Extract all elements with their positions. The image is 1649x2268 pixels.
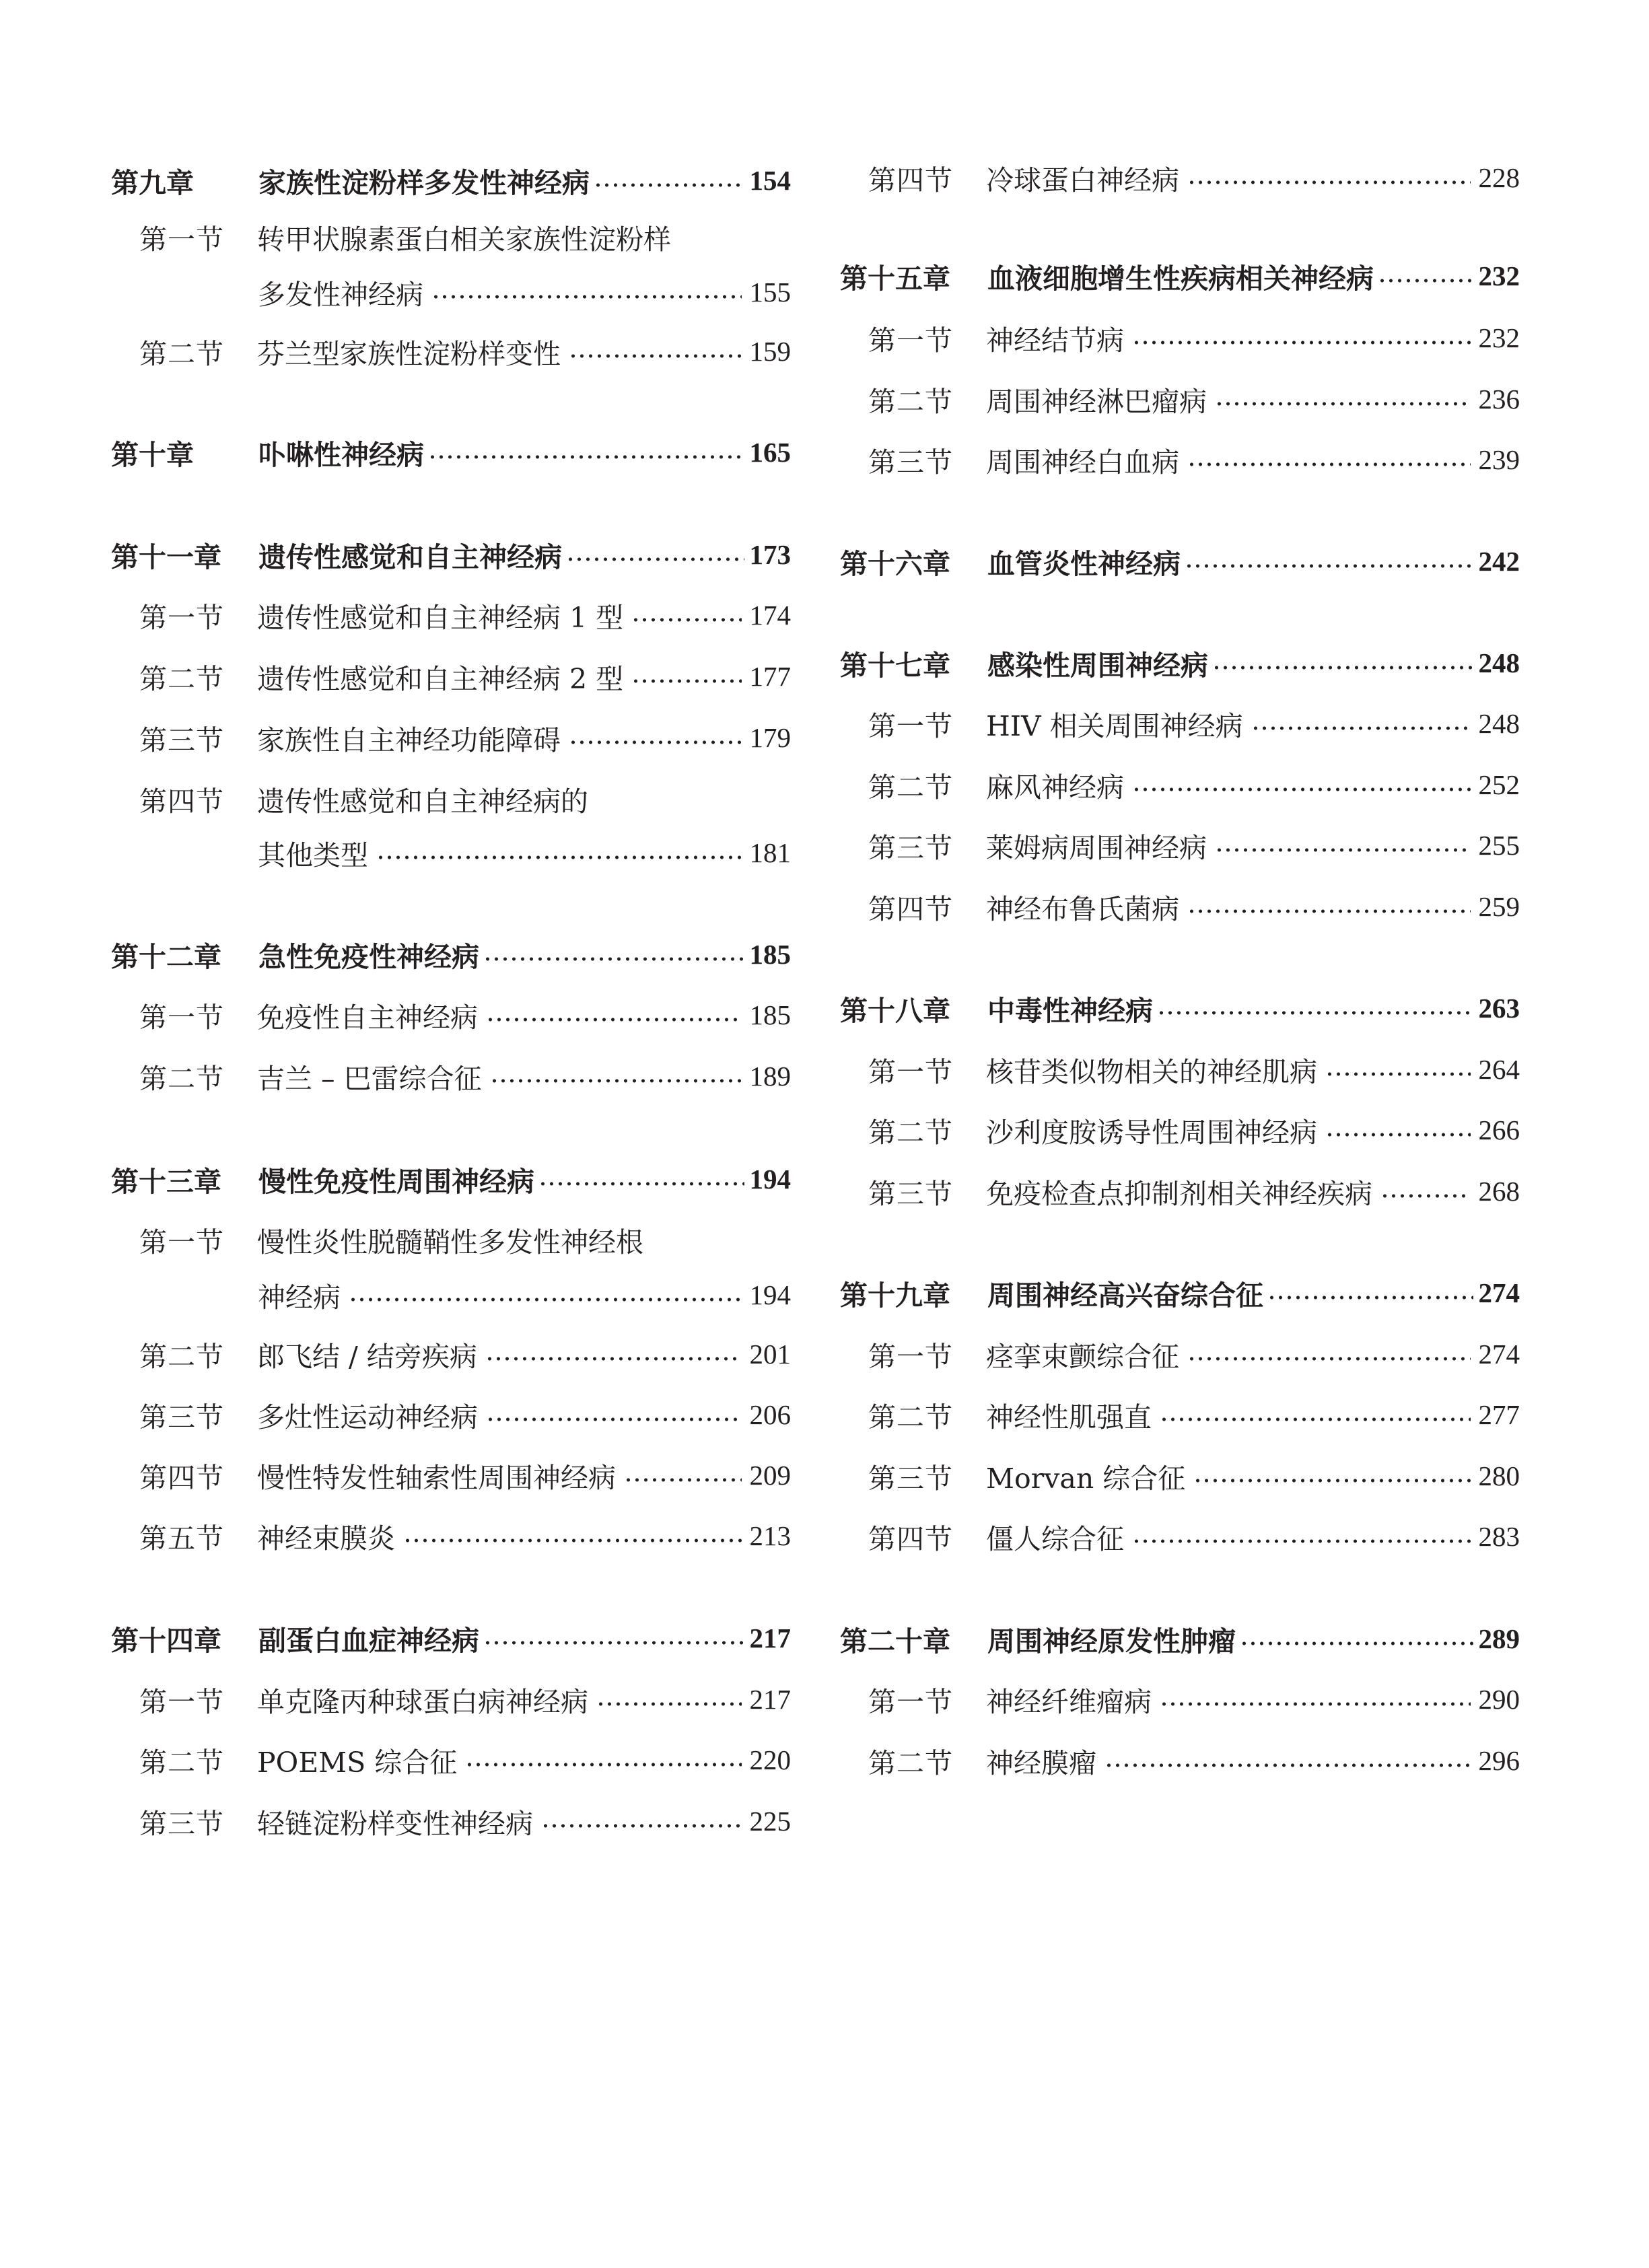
dot-leader bbox=[1104, 1763, 1471, 1767]
dot-leader bbox=[1187, 1357, 1471, 1361]
toc-chapter-entry[interactable] bbox=[111, 160, 791, 201]
entry-title: 感染性周围神经病 bbox=[987, 649, 1208, 682]
section-label: 第二节 bbox=[868, 1116, 953, 1149]
toc-section-entry[interactable] bbox=[111, 656, 791, 697]
page-number: 179 bbox=[749, 722, 791, 753]
dot-leader bbox=[1187, 909, 1471, 913]
dot-leader bbox=[1251, 726, 1471, 730]
toc-chapter-entry[interactable] bbox=[840, 256, 1520, 296]
page-number: 280 bbox=[1478, 1460, 1520, 1491]
page-number: 283 bbox=[1478, 1521, 1520, 1552]
entry-title: 家族性自主神经功能障碍 bbox=[257, 723, 561, 756]
page-number: 185 bbox=[749, 939, 791, 970]
chapter-label: 第十六章 bbox=[840, 547, 950, 580]
page-number: 177 bbox=[749, 661, 791, 692]
page-number: 290 bbox=[1478, 1684, 1520, 1715]
entry-title: 免疫检查点抑制剂相关神经疾病 bbox=[986, 1177, 1372, 1210]
dot-leader bbox=[483, 1641, 744, 1645]
entry-title: 遗传性感觉和自主神经病的 bbox=[257, 785, 588, 818]
dot-leader bbox=[1132, 787, 1471, 791]
section-label: 第一节 bbox=[139, 1001, 224, 1034]
entry-title: 冷球蛋白神经病 bbox=[986, 164, 1179, 197]
chapter-label: 第十五章 bbox=[840, 262, 950, 295]
toc-section-entry[interactable] bbox=[840, 886, 1520, 927]
entry-title: 周围神经淋巴瘤病 bbox=[986, 385, 1207, 418]
entry-title: 血管炎性神经病 bbox=[987, 547, 1181, 580]
section-label: 第一节 bbox=[139, 1226, 224, 1259]
dot-leader bbox=[1160, 1417, 1471, 1421]
page-number: 209 bbox=[749, 1460, 791, 1491]
page-number: 232 bbox=[1478, 260, 1520, 291]
toc-chapter-entry[interactable] bbox=[111, 432, 791, 472]
toc-section-entry[interactable] bbox=[840, 1456, 1520, 1496]
page-number: 277 bbox=[1478, 1399, 1520, 1430]
entry-title: 遗传性感觉和自主神经病 2 型 bbox=[257, 662, 624, 695]
toc-section-entry[interactable] bbox=[840, 1049, 1520, 1090]
dot-leader bbox=[541, 1824, 742, 1828]
dot-leader bbox=[624, 1478, 742, 1482]
entry-title: 莱姆病周围神经病 bbox=[986, 831, 1207, 864]
dot-leader bbox=[1215, 848, 1471, 852]
toc-section-entry[interactable] bbox=[840, 825, 1520, 865]
section-label: 第三节 bbox=[868, 446, 953, 479]
toc-section-entry[interactable] bbox=[111, 331, 791, 371]
chapter-label: 第十二章 bbox=[111, 940, 221, 973]
entry-title: 单克隆丙种球蛋白病神经病 bbox=[257, 1685, 588, 1718]
entry-title: 遗传性感觉和自主神经病 1 型 bbox=[257, 601, 624, 634]
toc-section-entry[interactable] bbox=[840, 157, 1520, 198]
chapter-label: 第九章 bbox=[111, 166, 194, 199]
dot-leader bbox=[1193, 1479, 1470, 1483]
dot-leader bbox=[483, 957, 744, 961]
dot-leader bbox=[1325, 1133, 1471, 1137]
chapter-label: 第十章 bbox=[111, 438, 194, 471]
toc-section-entry[interactable] bbox=[840, 765, 1520, 805]
page-number: 252 bbox=[1478, 769, 1520, 800]
toc-section-entry[interactable] bbox=[840, 318, 1520, 358]
toc-chapter-entry[interactable] bbox=[111, 534, 791, 575]
section-label: 第一节 bbox=[868, 709, 953, 742]
page-number: 225 bbox=[749, 1806, 791, 1837]
toc-chapter-entry[interactable] bbox=[840, 988, 1520, 1028]
entry-title: 转甲状腺素蛋白相关家族性淀粉样 bbox=[257, 223, 671, 256]
dot-leader bbox=[1378, 279, 1473, 283]
dot-leader bbox=[490, 1079, 742, 1083]
dot-leader bbox=[569, 354, 742, 358]
dot-leader bbox=[1132, 1539, 1471, 1543]
dot-leader bbox=[566, 557, 744, 561]
dot-leader bbox=[631, 679, 741, 683]
toc-section-entry[interactable] bbox=[111, 1219, 791, 1260]
dot-leader bbox=[1212, 666, 1473, 670]
toc-section-entry[interactable] bbox=[111, 1679, 791, 1720]
toc-chapter-entry[interactable] bbox=[840, 1273, 1520, 1313]
page-number: 268 bbox=[1478, 1176, 1520, 1207]
page-number: 220 bbox=[749, 1744, 791, 1775]
entry-title: 轻链淀粉样变性神经病 bbox=[257, 1807, 533, 1840]
page-number: 248 bbox=[1478, 647, 1520, 678]
dot-leader bbox=[594, 183, 744, 187]
toc-section-entry[interactable] bbox=[111, 217, 791, 257]
section-label: 第二节 bbox=[139, 662, 224, 695]
dot-leader bbox=[1240, 1641, 1473, 1645]
toc-section-entry[interactable] bbox=[111, 1801, 791, 1841]
toc-section-entry[interactable] bbox=[840, 1516, 1520, 1557]
page-number: 296 bbox=[1478, 1745, 1520, 1776]
page-number: 274 bbox=[1478, 1277, 1520, 1308]
page-number: 242 bbox=[1478, 546, 1520, 577]
chapter-label: 第十四章 bbox=[111, 1624, 221, 1657]
page-number: 201 bbox=[749, 1339, 791, 1370]
page-number: 239 bbox=[1478, 444, 1520, 475]
dot-leader bbox=[1215, 402, 1471, 406]
page-number: 174 bbox=[749, 600, 791, 631]
section-label: 第三节 bbox=[868, 831, 953, 864]
toc-section-entry[interactable] bbox=[111, 1056, 791, 1096]
page-number: 189 bbox=[749, 1061, 791, 1092]
entry-title: 急性免疫性神经病 bbox=[258, 940, 479, 973]
entry-title: POEMS 综合征 bbox=[257, 1746, 458, 1779]
toc-section-entry[interactable] bbox=[840, 439, 1520, 480]
dot-leader bbox=[1160, 1702, 1471, 1706]
section-label: 第四节 bbox=[868, 164, 953, 197]
entry-title: 郎飞结 / 结旁疾病 bbox=[257, 1340, 477, 1373]
toc-section-entry[interactable] bbox=[111, 779, 791, 819]
entry-title: 家族性淀粉样多发性神经病 bbox=[258, 166, 590, 199]
section-label: 第二节 bbox=[868, 1746, 953, 1779]
dot-leader bbox=[486, 1417, 742, 1421]
toc-section-entry[interactable] bbox=[840, 703, 1520, 744]
toc-section-entry[interactable] bbox=[111, 272, 791, 312]
entry-title: 遗传性感觉和自主神经病 bbox=[258, 540, 562, 573]
section-label: 第四节 bbox=[139, 1461, 224, 1494]
section-label: 第三节 bbox=[139, 723, 224, 756]
page-number: 213 bbox=[749, 1520, 791, 1551]
section-label: 第二节 bbox=[868, 385, 953, 418]
toc-chapter-entry[interactable] bbox=[111, 1159, 791, 1199]
entry-title: 神经膜瘤 bbox=[986, 1746, 1096, 1779]
section-label: 第三节 bbox=[139, 1401, 224, 1433]
entry-title: 核苷类似物相关的神经肌病 bbox=[986, 1055, 1317, 1088]
page-number: 165 bbox=[749, 437, 791, 468]
toc-section-entry[interactable] bbox=[111, 1394, 791, 1435]
entry-title: 神经纤维瘤病 bbox=[986, 1685, 1152, 1718]
entry-title: 神经布鲁氏菌病 bbox=[986, 892, 1179, 925]
dot-leader bbox=[596, 1702, 742, 1706]
section-label: 第一节 bbox=[139, 601, 224, 634]
chapter-label: 第十七章 bbox=[840, 649, 950, 682]
toc-section-entry[interactable] bbox=[111, 1455, 791, 1495]
section-label: 第一节 bbox=[139, 223, 224, 256]
toc-chapter-entry[interactable] bbox=[840, 1619, 1520, 1659]
page-number: 185 bbox=[749, 999, 791, 1030]
entry-title: 周围神经原发性肿瘤 bbox=[987, 1625, 1236, 1658]
entry-title: 神经结节病 bbox=[986, 324, 1124, 357]
entry-title: 沙利度胺诱导性周围神经病 bbox=[986, 1116, 1317, 1149]
toc-section-entry[interactable] bbox=[840, 1110, 1520, 1150]
page-number: 228 bbox=[1478, 162, 1520, 193]
toc-section-entry[interactable] bbox=[840, 1334, 1520, 1374]
page-number: 248 bbox=[1478, 708, 1520, 739]
chapter-label: 第十一章 bbox=[111, 540, 221, 573]
toc-section-entry[interactable] bbox=[840, 1171, 1520, 1211]
entry-title: 神经性肌强直 bbox=[986, 1401, 1152, 1433]
dot-leader bbox=[428, 455, 744, 459]
toc-chapter-entry[interactable] bbox=[111, 1618, 791, 1658]
page-number: 289 bbox=[1478, 1623, 1520, 1654]
toc-section-entry[interactable] bbox=[111, 832, 791, 873]
toc-section-entry[interactable] bbox=[840, 1394, 1520, 1435]
entry-title: 芬兰型家族性淀粉样变性 bbox=[257, 337, 561, 370]
dot-leader bbox=[1187, 462, 1471, 466]
dot-leader bbox=[631, 618, 741, 622]
page-number: 155 bbox=[749, 277, 791, 308]
page-number: 194 bbox=[749, 1164, 791, 1195]
entry-title: 慢性免疫性周围神经病 bbox=[258, 1165, 534, 1198]
entry-title: HIV 相关周围神经病 bbox=[986, 709, 1243, 742]
page-number: 181 bbox=[749, 837, 791, 868]
page-number: 154 bbox=[749, 165, 791, 196]
dot-leader bbox=[1157, 1011, 1473, 1015]
section-label: 第一节 bbox=[868, 1685, 953, 1718]
page-number: 206 bbox=[749, 1399, 791, 1430]
section-label: 第二节 bbox=[868, 1401, 953, 1433]
page-number: 159 bbox=[749, 336, 791, 367]
entry-title: 痉挛束颤综合征 bbox=[986, 1340, 1179, 1373]
page-number: 259 bbox=[1478, 891, 1520, 922]
dot-leader bbox=[486, 1018, 742, 1022]
entry-title: 吉兰 – 巴雷综合征 bbox=[257, 1062, 482, 1095]
entry-title: 神经病 bbox=[258, 1281, 341, 1314]
dot-leader bbox=[538, 1182, 744, 1186]
toc-section-entry[interactable] bbox=[111, 1740, 791, 1780]
entry-title: 副蛋白血症神经病 bbox=[258, 1624, 479, 1657]
dot-leader bbox=[1267, 1296, 1473, 1300]
toc-section-entry[interactable] bbox=[840, 1679, 1520, 1720]
dot-leader bbox=[1187, 180, 1471, 184]
entry-title: 僵人综合征 bbox=[986, 1522, 1124, 1555]
dot-leader bbox=[431, 295, 742, 299]
page-number: 266 bbox=[1478, 1114, 1520, 1145]
entry-title: 神经束膜炎 bbox=[257, 1522, 395, 1555]
chapter-label: 第十八章 bbox=[840, 994, 950, 1027]
section-label: 第三节 bbox=[139, 1807, 224, 1840]
section-label: 第四节 bbox=[868, 892, 953, 925]
page-number: 236 bbox=[1478, 384, 1520, 415]
dot-leader bbox=[569, 740, 742, 744]
section-label: 第四节 bbox=[139, 785, 224, 818]
dot-leader bbox=[485, 1357, 742, 1361]
toc-section-entry[interactable] bbox=[840, 379, 1520, 419]
section-label: 第一节 bbox=[139, 1685, 224, 1718]
page-number: 217 bbox=[749, 1684, 791, 1715]
section-label: 第一节 bbox=[868, 324, 953, 357]
section-label: 第一节 bbox=[868, 1055, 953, 1088]
section-label: 第三节 bbox=[868, 1177, 953, 1210]
entry-title: Morvan 综合征 bbox=[986, 1462, 1186, 1495]
section-label: 第二节 bbox=[139, 1062, 224, 1095]
entry-title: 免疫性自主神经病 bbox=[257, 1001, 478, 1034]
dot-leader bbox=[465, 1763, 741, 1767]
toc-section-entry[interactable] bbox=[111, 1334, 791, 1374]
dot-leader bbox=[1185, 564, 1473, 568]
toc-section-entry[interactable] bbox=[840, 1740, 1520, 1781]
page-number: 173 bbox=[749, 539, 791, 570]
section-label: 第二节 bbox=[139, 337, 224, 370]
entry-title: 周围神经高兴奋综合征 bbox=[987, 1279, 1263, 1312]
entry-title: 中毒性神经病 bbox=[987, 994, 1153, 1027]
toc-section-entry[interactable] bbox=[111, 1275, 791, 1315]
dot-leader bbox=[376, 855, 742, 859]
page-number: 194 bbox=[749, 1279, 791, 1310]
section-label: 第二节 bbox=[139, 1340, 224, 1373]
toc-chapter-entry[interactable] bbox=[840, 643, 1520, 683]
section-label: 第四节 bbox=[868, 1522, 953, 1555]
page-number: 263 bbox=[1478, 993, 1520, 1024]
entry-title: 多发性神经病 bbox=[258, 278, 423, 311]
page-number: 274 bbox=[1478, 1339, 1520, 1370]
section-label: 第一节 bbox=[868, 1340, 953, 1373]
dot-leader bbox=[1325, 1072, 1471, 1076]
dot-leader bbox=[1380, 1194, 1471, 1198]
section-label: 第五节 bbox=[139, 1522, 224, 1555]
entry-title: 周围神经白血病 bbox=[986, 446, 1179, 479]
toc-chapter-entry[interactable] bbox=[111, 934, 791, 974]
toc-section-entry[interactable] bbox=[111, 995, 791, 1035]
chapter-label: 第十三章 bbox=[111, 1165, 221, 1198]
page-number: 255 bbox=[1478, 830, 1520, 861]
dot-leader bbox=[1132, 341, 1471, 345]
section-label: 第二节 bbox=[139, 1746, 224, 1779]
dot-leader bbox=[349, 1298, 742, 1302]
dot-leader bbox=[403, 1538, 742, 1543]
section-label: 第三节 bbox=[868, 1462, 953, 1495]
entry-title: 其他类型 bbox=[258, 839, 368, 872]
section-label: 第二节 bbox=[868, 771, 953, 804]
page-number: 264 bbox=[1478, 1054, 1520, 1085]
page-number: 232 bbox=[1478, 322, 1520, 353]
toc-section-entry[interactable] bbox=[111, 1516, 791, 1556]
entry-title: 慢性炎性脱髓鞘性多发性神经根 bbox=[257, 1226, 643, 1259]
entry-title: 血液细胞增生性疾病相关神经病 bbox=[987, 262, 1374, 295]
toc-section-entry[interactable] bbox=[111, 595, 791, 635]
page-number: 217 bbox=[749, 1623, 791, 1654]
chapter-label: 第十九章 bbox=[840, 1279, 950, 1312]
entry-title: 麻风神经病 bbox=[986, 771, 1124, 804]
toc-section-entry[interactable] bbox=[111, 717, 791, 758]
entry-title: 卟啉性神经病 bbox=[258, 438, 424, 471]
entry-title: 多灶性运动神经病 bbox=[257, 1401, 478, 1433]
toc-chapter-entry[interactable] bbox=[840, 541, 1520, 581]
chapter-label: 第二十章 bbox=[840, 1625, 950, 1658]
entry-title: 慢性特发性轴索性周围神经病 bbox=[257, 1461, 616, 1494]
